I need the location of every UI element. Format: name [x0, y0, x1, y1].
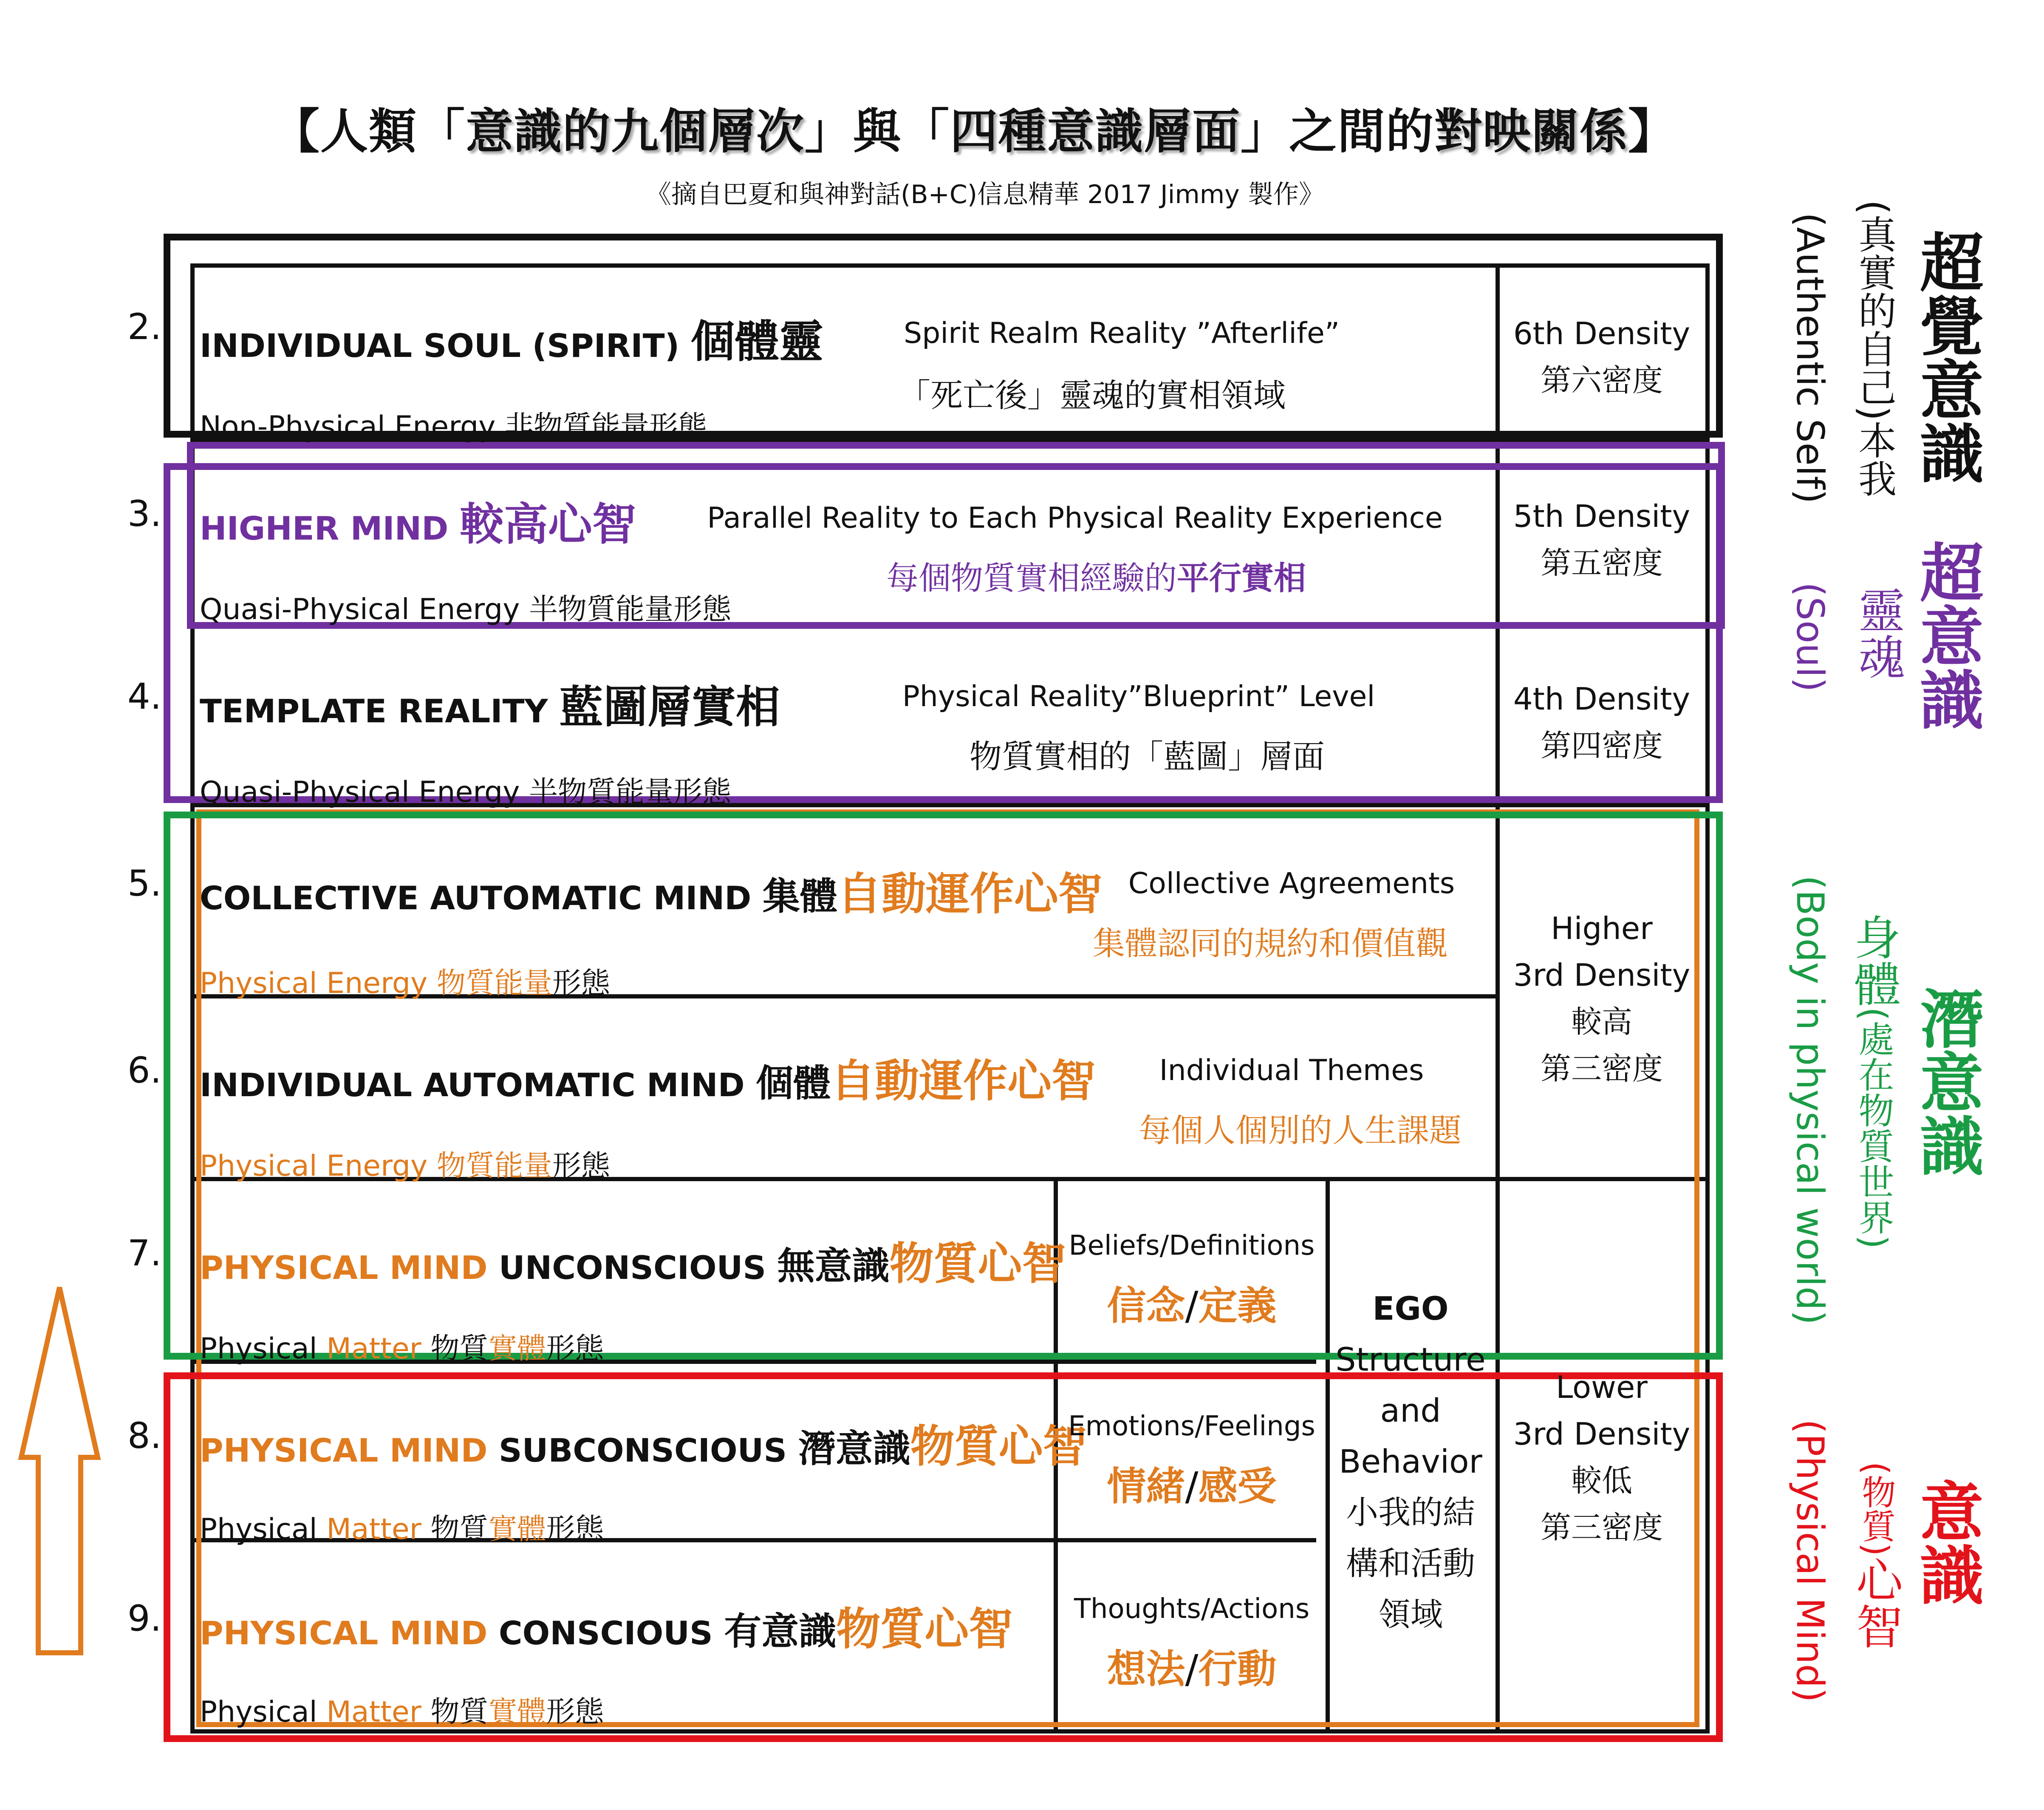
reality-description: Individual Themes: [1159, 1054, 1424, 1087]
energy-form: Non-Physical Energy 非物質能量形態: [200, 410, 707, 444]
page-title: 【人類「意識的九個層次」與「四種意識層面」之間的對映關係】: [272, 104, 1676, 159]
reality-description: Collective Agreements: [1128, 867, 1455, 900]
reality-description-zh: 每個物質實相經驗的平行實相: [886, 559, 1306, 597]
energy-form: Physical Matter 物質實體形態: [200, 1332, 604, 1366]
supra-conscious-label: 超覺意識: [1909, 229, 1983, 484]
level-title: TEMPLATE REALITY 藍圖層實相: [200, 681, 780, 733]
density-label: 6th Density 第六密度: [1513, 316, 1691, 398]
level-number: 7.: [127, 1232, 162, 1274]
energy-form: Physical Matter 物質實體形態: [200, 1695, 604, 1729]
reality-description: Spirit Realm Reality ”Afterlife”: [903, 317, 1340, 350]
body-en-label: (Body in physical world): [1788, 875, 1832, 1325]
level-number: 8.: [127, 1415, 162, 1456]
reality-description: Parallel Reality to Each Physical Reality Experience: [707, 501, 1443, 535]
mind-aspect-label-zh: 情緒/感受: [1107, 1464, 1277, 1509]
upward-arrow-icon: [17, 1283, 102, 1657]
level-number: 5.: [127, 863, 162, 904]
conscious-label: 意識: [1909, 1479, 1983, 1606]
ego-structure-label: EGO Structure and Behavior 小我的結 構和活動 領域: [1335, 1290, 1486, 1633]
level-number: 9.: [127, 1598, 162, 1639]
energy-form: Quasi-Physical Energy 半物質能量形態: [200, 593, 732, 626]
reality-description: Physical Reality”Blueprint” Level: [902, 680, 1375, 713]
level-number: 4.: [127, 676, 162, 717]
level-number: 2.: [127, 306, 162, 348]
level-title: COLLECTIVE AUTOMATIC MIND 集體自動運作心智: [200, 868, 1103, 920]
page-subtitle: 《摘自巴夏和與神對話(B+C)信息精華 2017 Jimmy 製作》: [646, 180, 1324, 209]
soul-zh-label: 靈魂: [1851, 586, 1905, 680]
reality-description-zh: 物質實相的「藍圖」層面: [970, 738, 1325, 775]
mind-aspect-label: Beliefs/Definitions: [1069, 1230, 1315, 1261]
mind-zh-label: (物質)心智: [1849, 1462, 1903, 1650]
level-title: PHYSICAL MIND CONSCIOUS 有意識物質心智: [200, 1603, 1013, 1655]
mind-aspect-label-zh: 想法/行動: [1107, 1646, 1277, 1692]
density-label: 4th Density 第四密度: [1513, 681, 1691, 764]
density-label-higher-3rd: Higher 3rd Density 較高 第三密度: [1513, 911, 1691, 1086]
mind-en-label: (Physical Mind): [1788, 1419, 1832, 1703]
mind-aspect-label: Emotions/Feelings: [1068, 1411, 1315, 1442]
super-conscious-label: 超意識: [1909, 540, 1983, 731]
energy-form: Physical Matter 物質實體形態: [200, 1513, 604, 1546]
reality-description-zh: 「死亡後」靈魂的實相領域: [898, 376, 1286, 414]
mind-aspect-label-zh: 信念/定義: [1107, 1283, 1277, 1329]
soul-en-label: (Soul): [1788, 582, 1832, 692]
authentic-self-zh-label: (真實的自己)本我: [1852, 200, 1896, 498]
level-number: 3.: [127, 493, 162, 535]
level-title: INDIVIDUAL AUTOMATIC MIND 個體自動運作心智: [200, 1055, 1096, 1107]
reality-description-zh: 集體認同的規約和價值觀: [1093, 925, 1448, 962]
level-title: PHYSICAL MIND SUBCONSCIOUS 潛意識物質心智: [200, 1420, 1087, 1472]
mind-aspect-label: Thoughts/Actions: [1074, 1593, 1310, 1625]
energy-form: Quasi-Physical Energy 半物質能量形態: [200, 775, 732, 809]
energy-form: Physical Energy 物質能量形態: [200, 1149, 610, 1183]
density-label: 5th Density 第五密度: [1513, 498, 1691, 581]
energy-form: Physical Energy 物質能量形態: [200, 967, 610, 1000]
density-label-lower-3rd: Lower 3rd Density 較低 第三密度: [1513, 1369, 1691, 1545]
authentic-self-en-label: (Authentic Self): [1788, 212, 1832, 504]
level-number: 6.: [127, 1049, 162, 1091]
level-title: PHYSICAL MIND UNCONSCIOUS 無意識物質心智: [200, 1238, 1066, 1290]
level-title: INDIVIDUAL SOUL (SPIRIT) 個體靈: [200, 316, 823, 368]
subconscious-label: 潛意識: [1909, 986, 1983, 1177]
reality-description-zh: 每個人個別的人生課題: [1139, 1111, 1462, 1149]
level-title: HIGHER MIND 較高心智: [200, 498, 636, 550]
body-zh-label: 身體(處在物質世界): [1846, 913, 1901, 1249]
